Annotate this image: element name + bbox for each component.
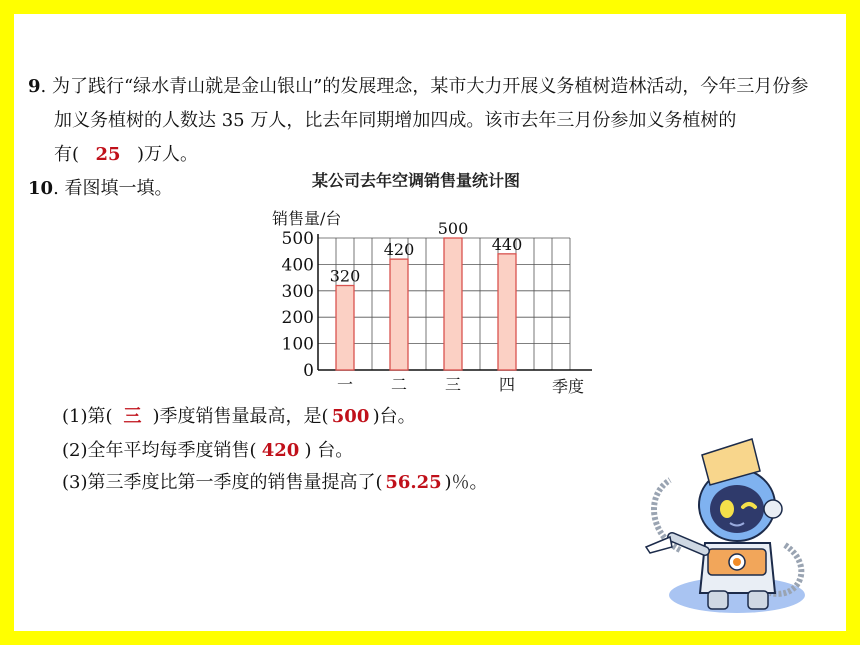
bar-value-label: 320 bbox=[329, 266, 361, 286]
bar-2 bbox=[390, 259, 408, 370]
bar-4 bbox=[498, 254, 516, 370]
y-tick-label: 100 bbox=[281, 334, 314, 355]
y-tick-label: 300 bbox=[281, 281, 314, 302]
x-tick-label: 三 bbox=[444, 375, 462, 394]
bar-3 bbox=[444, 238, 462, 370]
x-axis-title: 季度 bbox=[552, 377, 585, 396]
bar-value-label: 440 bbox=[491, 234, 523, 254]
y-tick-label: 0 bbox=[303, 361, 314, 381]
q9-text-line1: 为了践行“绿水青山就是金山银山”的发展理念，某市大力开展义务植树造林活动，今年三月份参 bbox=[51, 76, 809, 97]
q10-number: 10 bbox=[28, 178, 54, 199]
bar-value-label: 420 bbox=[383, 240, 415, 260]
q10-line: 10. 看图填一填。 bbox=[28, 178, 173, 199]
x-tick-label: 一 bbox=[336, 375, 354, 394]
q10-sub2: (2)全年平均每季度销售( 420 ) 台。 bbox=[62, 440, 354, 461]
q10-sub3: (3)第三季度比第一季度的销售量提高了( 56.25 )％。 bbox=[62, 472, 488, 493]
q9-number: 9 bbox=[28, 76, 41, 97]
x-tick-label: 四 bbox=[498, 375, 516, 394]
q9-line3: 有( 25 )万人。 bbox=[54, 144, 199, 165]
x-tick-label: 二 bbox=[390, 375, 408, 394]
y-axis-title: 销售量/台 bbox=[272, 209, 342, 228]
q10-prompt: 看图填一填。 bbox=[64, 178, 173, 199]
bar-value-label: 500 bbox=[437, 219, 469, 238]
y-tick-label: 200 bbox=[281, 308, 314, 329]
y-tick-label: 500 bbox=[281, 229, 314, 249]
q10-sub1: (1)第( 三 )季度销售量最高，是( 500 )台。 bbox=[62, 402, 416, 428]
q10-sub1-answer-a: 三 bbox=[123, 406, 142, 427]
chart-title: 某公司去年空调销售量统计图 bbox=[312, 171, 521, 190]
q10-sub2-answer: 420 bbox=[261, 440, 300, 461]
q9-line1: 9. 为了践行“绿水青山就是金山银山”的发展理念，某市大力开展义务植树造林活动，今年三月份参 bbox=[28, 76, 809, 97]
y-tick-label: 400 bbox=[281, 255, 314, 276]
q10-sub1-answer-b: 500 bbox=[331, 406, 370, 427]
robot-mascot-icon bbox=[610, 425, 850, 625]
bar-1 bbox=[336, 286, 354, 370]
q10-sub3-answer: 56.25 bbox=[385, 472, 442, 493]
q9-text-line2: 加义务植树的人数达 35 万人，比去年同期增加四成。该市去年三月份参加义务植树的 bbox=[54, 110, 737, 131]
q9-answer: 25 bbox=[95, 144, 121, 165]
